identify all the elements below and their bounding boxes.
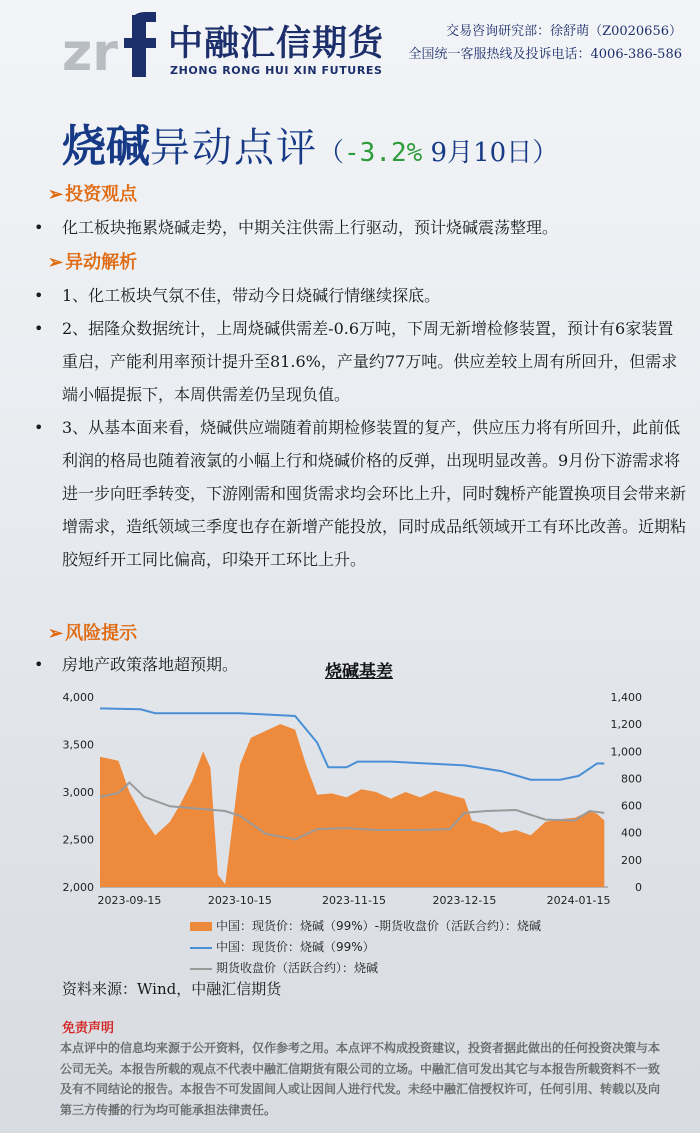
view-text-content: 化工板块拖累烧碱走势，中期关注供需上行驱动，预计烧碱震荡整理。 (62, 218, 559, 237)
legend-swatch-gray (190, 968, 212, 970)
title-date: 9月10日） (422, 138, 559, 168)
disclaimer-text: 本点评中的信息均来源于公开资料，仅作参考之用。本点评不构成投资建议，投资者据此做出的任何投资决策与本公司无关。本报告所载的观点不代表中融汇信期货有限公司的立场。中融汇信可发出其它与本报告所载资料不一致及有不同结论的报告。本报告不可发固间人或让因间人进行代发。未经中融汇信授权许可，任何引用、转载以及向第三方传播的行为均可能承担法律责任。 (60, 1041, 661, 1117)
chevron-right-icon: ➢ (48, 252, 64, 273)
bullet-icon: • (34, 286, 44, 305)
analysis-item-2 (34, 312, 687, 411)
chart-legend (190, 916, 541, 979)
zrf-logo-icon (62, 10, 157, 80)
legend-label-spot: 中国：现货价：烧碱（99%） (216, 940, 375, 954)
title-open-paren: （ (318, 138, 345, 168)
section-analysis-label: 异动解析 (65, 252, 138, 273)
x-tick-label: 2023-12-15 (432, 894, 497, 907)
page-title (62, 110, 692, 174)
legend-swatch-area (190, 922, 212, 931)
legend-item-futures (190, 958, 541, 979)
header (0, 0, 700, 95)
title-type: 异动点评 (150, 125, 318, 171)
x-tick-label: 2024-01-15 (546, 894, 611, 907)
section-view-label: 投资观点 (65, 184, 138, 205)
section-risk-title (48, 619, 137, 645)
right-tick-label: 200 (621, 853, 642, 867)
section-view-title (48, 180, 137, 206)
section-analysis-title (48, 248, 137, 274)
legend-swatch-blue (190, 947, 212, 949)
section-risk-label: 风险提示 (65, 623, 138, 644)
contact-info (409, 20, 683, 66)
series-spot-line (100, 708, 604, 779)
right-tick-label: 1,200 (610, 718, 642, 732)
analysis-item-1 (34, 279, 687, 312)
data-source: 资料来源：Wind，中融汇信期货 (62, 980, 282, 998)
right-tick-label: 1,400 (610, 691, 642, 704)
analyst-line: 交易咨询研究部：徐舒萌（Z0020656） (446, 24, 682, 39)
title-change: -3.2% (344, 138, 423, 168)
basis-chart (50, 685, 670, 910)
hotline-line: 全国统一客服热线及投诉电话：4006-386-586 (408, 47, 682, 62)
legend-label-basis: 中国：现货价：烧碱（99%）-期货收盘价（活跃合约）：烧碱 (216, 919, 542, 933)
legend-label-futures: 期货收盘价（活跃合约）：烧碱 (216, 961, 379, 975)
disclaimer-title: 免责声明 (62, 1021, 115, 1036)
analysis-3-content: 3、从基本面来看，烧碱供应端随着前期检修装置的复产，供应压力将有所回升，此前低利润的格局也随着液氯的小幅上行和烧碱价格的反弹，出现明显改善。9月份下游需求将进一步向旺季转变，下游刚需和囤货需求均会环比上升，同时魏桥产能置换项目会带来新增需求，造纸领域三季度也存在新增产能投放，同时成品纸领域开工有环比改善。近期粘胶短纤开工同比偏高，印染开工环比上升。 (62, 418, 687, 569)
right-tick-label: 800 (621, 772, 642, 786)
x-tick-label: 2023-10-15 (207, 894, 272, 907)
left-tick-label: 2,000 (62, 881, 94, 894)
title-product: 烧碱 (62, 121, 150, 172)
legend-item-basis (190, 916, 541, 937)
svg-text:zr: zr (62, 23, 118, 80)
right-tick-label: 400 (621, 826, 642, 840)
bullet-icon: • (34, 655, 44, 674)
right-tick-label: 1,000 (610, 745, 642, 759)
right-tick-label: 600 (621, 799, 642, 813)
bullet-icon: • (34, 319, 44, 338)
left-tick-label: 4,000 (62, 691, 94, 704)
view-text (34, 211, 687, 244)
chevron-right-icon: ➢ (48, 184, 64, 205)
legend-item-spot (190, 937, 541, 958)
chevron-right-icon: ➢ (48, 623, 64, 644)
analysis-2-content: 2、据隆众数据统计，上周烧碱供需差-0.6万吨，下周无新增检修装置，预计有6家装置重启，产能利用率预计提升至81.6%，产量约77万吨。供应差较上周有所回升，但需求端小幅提振下，本周供需差仍呈现负值。 (62, 319, 678, 404)
bullet-icon: • (34, 418, 44, 437)
risk-text-content: 房地产政策落地超预期。 (62, 655, 239, 674)
right-tick-label: 0 (635, 881, 642, 894)
chart-title: 烧碱基差 (325, 662, 393, 682)
series-basis-area (100, 724, 604, 887)
left-tick-label: 2,500 (62, 833, 94, 847)
logo-en: ZHONG RONG HUI XIN FUTURES (170, 64, 383, 77)
bullet-icon: • (34, 218, 44, 237)
logo-cn: 中融汇信期货 (168, 24, 385, 64)
left-tick-label: 3,500 (62, 738, 94, 752)
x-tick-label: 2023-09-15 (97, 894, 162, 907)
risk-text (34, 648, 322, 681)
analysis-1-content: 1、化工板块气氛不佳，带动今日烧碱行情继续探底。 (62, 286, 441, 305)
x-tick-label: 2023-11-15 (322, 894, 386, 907)
left-tick-label: 3,000 (62, 786, 94, 799)
analysis-item-3 (34, 411, 687, 576)
